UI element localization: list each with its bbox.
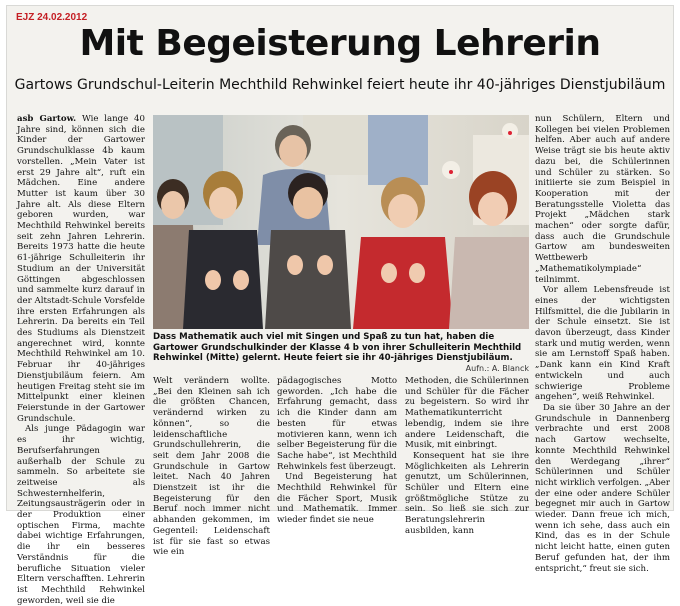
- article-column-bottom-1: [153, 376, 270, 558]
- article-column-bottom-2: [277, 376, 397, 526]
- photo-credit: Aufn.: A. Blanck: [465, 364, 529, 373]
- newspaper-clipping: [6, 5, 674, 606]
- paragraph: Methoden, die Schülerinnen und Schüler für die Fächer zu begeistern. So wird ihr Mathematikunterricht lebendig, indem sie ihre andere Leidenschaft, die Musik, mit einbringt.: [405, 376, 529, 451]
- classroom-photo: [153, 115, 529, 329]
- paragraph: asb Gartow. Wie lange 40 Jahre sind, können sich die Kinder der Gartower Grundschulklasse 4b kaum vorstellen. „Mein Vater ist erst 29 Jahre alt“, ruft ein Mädchen. Eine andere Mutter ist kaum über 30 Jahre alt. Als diese Eltern geboren wurden, war Mechthild Rehwinkel bereits seit zehn Jahren Lehrerin. Bereits 1973 hatte die heute 61-jährige Schulleiterin ihr Studium an der Universität Göttingen abgeschlossen und sammelte kurz darauf in der Altstadt-Schule Vorsfelde ihre ersten Erfahrungen als Lehrerin. Da bereits ein Teil des Studiums als Dienstzeit angerechnet wird, konnte Mechthild Rehwinkel am 10. Februar ihr 40-jähriges Dienstjubiläum feiern. Am heutigen Freitag steht sie im Mittelpunkt einer kleinen Feierstunde in der Gartower Grundschule.: [17, 114, 145, 424]
- paragraph: pädagogisches Motto geworden. „Ich habe die Erfahrung gemacht, dass ich die Kinder dann am besten für etwas motivieren kann, wenn ich selber Begeisterung für die Sache habe“, ist Mechthild Rehwinkels fest überzeugt.: [277, 376, 397, 472]
- paragraph: nun Schülern, Eltern und Kollegen bei vielen Problemen helfen. Aber auch auf andere Weise trägt sie bis heute aktiv dazu bei, die Schülerinnen und Schüler zu stärken. So initiierte sie zum Beispiel in Kooperation mit der Beratungsstelle Violetta das Projekt „Mädchen stark machen“ oder sorgte dafür, dass auch die Grundschule Gartow am bundesweiten Wettbewerb „Mathematikolympiade“ teilnimmt.: [535, 114, 670, 285]
- dateline: asb Gartow.: [17, 114, 77, 124]
- paragraph: Konsequent hat sie ihre Möglichkeiten als Lehrerin genutzt, um Schülerinnen, Schüler und Eltern eine größtmögliche Stütze zu sein. So ließ sie sich zur Beratungslehrerin ausbilden, kann: [405, 450, 529, 536]
- paragraph: Da sie über 30 Jahre an der Grundschule in Dannenberg verbrachte und erst 2008 nach Gartow wechselte, konnte Mechthild Rehwinkel den Werdegang „ihrer“ Schülerinnen und Schüler nicht wirklich verfolgen. „Aber der eine oder andere Schüler begegnet mir auch in Gartow wieder. Dann freue ich mich, wenn ich sehe, dass auch ein Kind, das es in der Schule nicht leicht hatte, einen guten Beruf gefunden hat, der ihm entspricht,“ freut sie sich.: [535, 402, 670, 574]
- subheadline: Gartows Grundschul-Leiterin Mechthild Rehwinkel feiert heute ihr 40-jähriges Dienstjubiläum: [14, 77, 666, 93]
- paragraph: Welt verändern wollte. „Bei den Kleinen sah ich die größten Chancen, verändernd wirken zu können“, so die leidenschaftliche Grundschullehrerin, die seit dem Jahr 2008 die Grundschule in Gartow leitet. Nach 40 Jahren Dienstzeit ist ihr die Begeisterung für den Beruf noch immer nicht abhanden gekommen, im Gegenteil: Leidenschaft ist für sie fast so etwas wie ein: [153, 376, 270, 558]
- article-photo: [153, 115, 529, 329]
- paragraph: Und Begeisterung hat Mechthild Rehwinkel für die Fächer Sport, Musik und Mathematik. Immer wieder findet sie neue: [277, 472, 397, 526]
- edition-date: EJZ 24.02.2012: [16, 12, 88, 23]
- article-column-left: [17, 114, 145, 606]
- paragraph: Vor allem Lebensfreude ist eines der wichtigsten Hilfsmittel, die die Jubilarin in der Schule einsetzt. Sie ist davon überzeugt, dass Kinder stark und mutig werden, wenn sie am Lernstoff Spaß haben. „Dank kann ein Kind Kraft entwickeln und auch schwierige Probleme angehen“, weiß Rehwinkel.: [535, 285, 670, 403]
- headline: Mit Begeisterung Lehrerin: [79, 23, 601, 64]
- article-column-bottom-3: [405, 376, 529, 536]
- paragraph: Als junge Pädagogin war es ihr wichtig, Berufserfahrungen außerhalb der Schule zu sammeln. So arbeitete sie zeitweise als Schwesternhelferin, Zeitungsausträgerin oder in der Produktion einer optischen Firma, machte dabei wichtige Erfahrungen, die ihr ein besseres Verständnis für die berufliche Situation vieler Eltern verschafften. Lehrerin ist Mechthild Rehwinkel geworden, weil sie die: [17, 424, 145, 606]
- photo-caption: Dass Mathematik auch viel mit Singen und Spaß zu tun hat, haben die Gartower Grundschulkinder der Klasse 4 b von ihrer Schulleiterin Mechthild Rehwinkel (Mitte) gelernt. Heute feiert sie ihr 40-jähriges Dienstjubiläum.: [153, 332, 522, 363]
- article-column-right: [535, 114, 670, 574]
